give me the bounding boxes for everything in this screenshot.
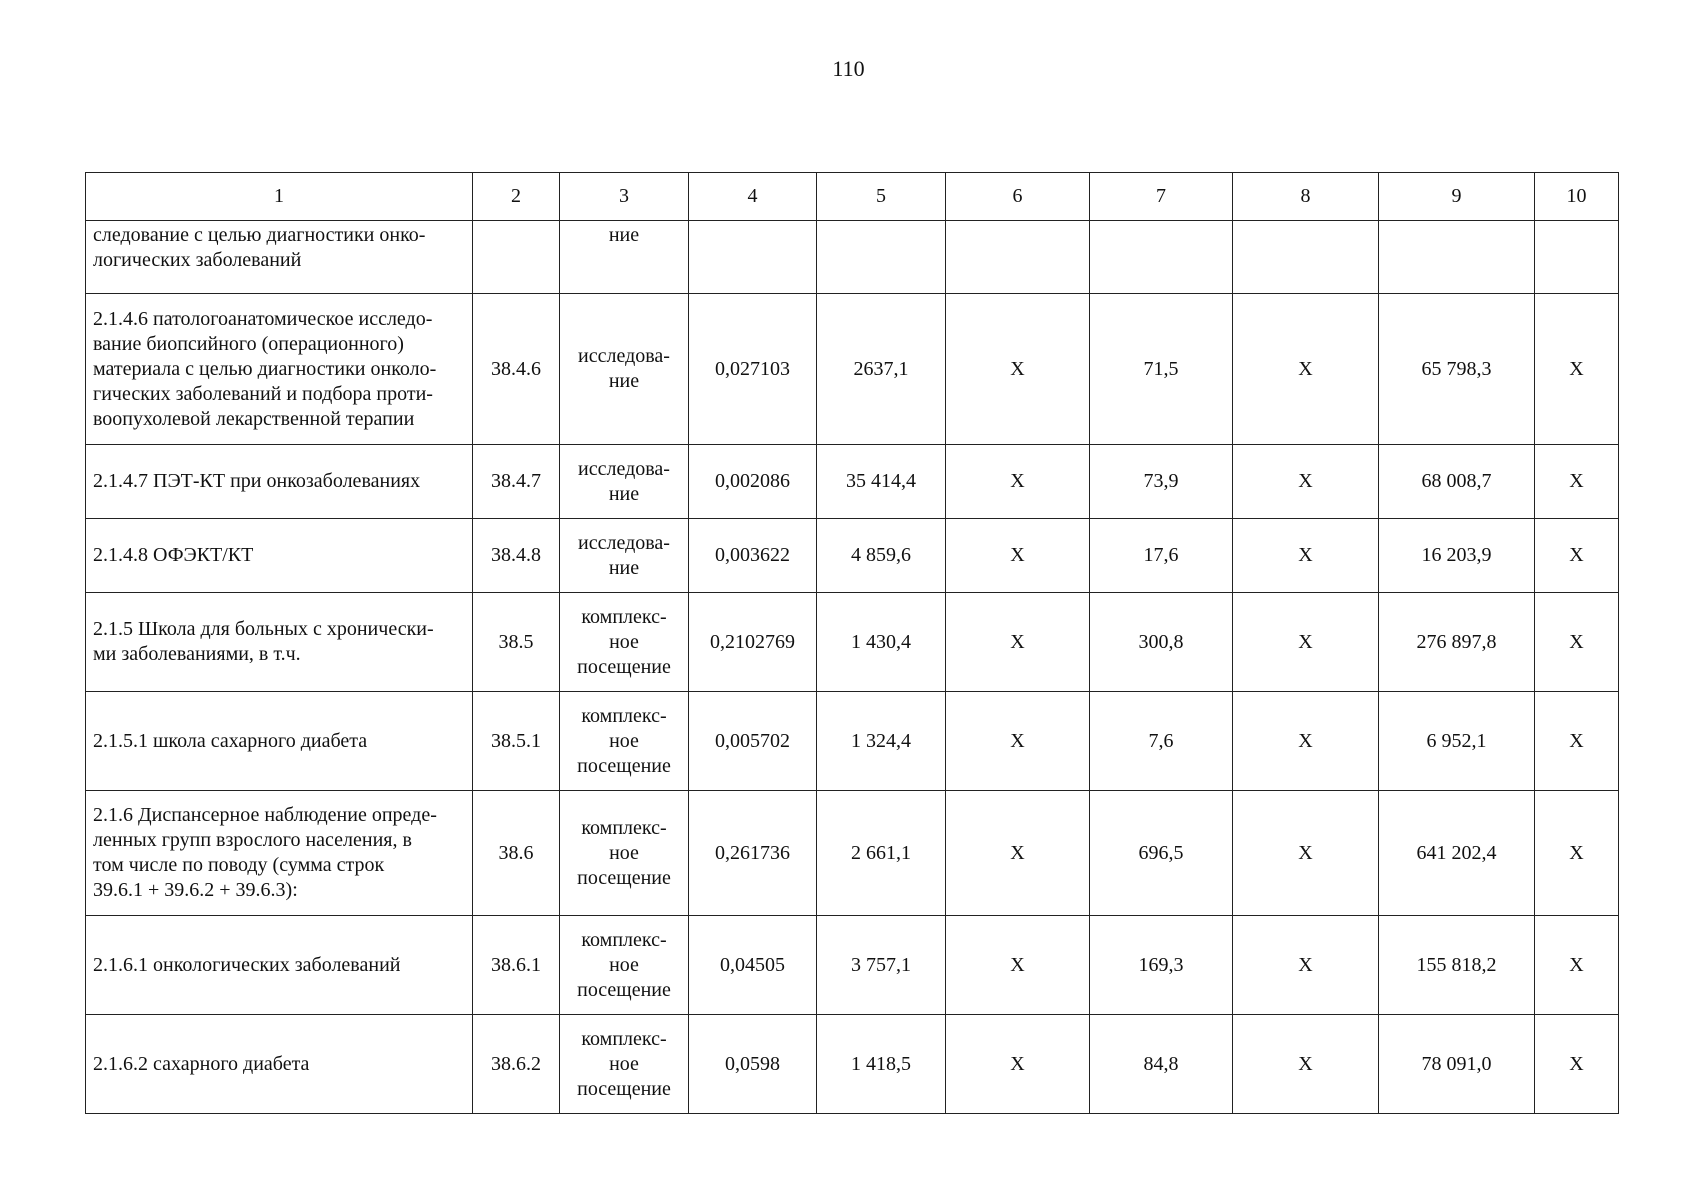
cell-col-5: 35 414,4 <box>817 445 946 519</box>
cell-col-4: 0,002086 <box>689 445 817 519</box>
cell-col-7: 696,5 <box>1090 791 1233 916</box>
cell-unit <box>560 445 689 519</box>
table-row <box>86 692 1619 791</box>
cell-col-8: X <box>1233 1015 1379 1114</box>
header-row <box>86 173 1619 221</box>
cell-unit <box>560 593 689 692</box>
cell-unit-line: исследова- <box>578 345 670 367</box>
cell-code: 38.4.7 <box>473 445 560 519</box>
cell-name-line: 2.1.5 Школа для больных с хронически- <box>93 618 434 640</box>
cell-unit-line: комплекс- <box>581 1027 667 1050</box>
cell-unit-line: ное <box>609 630 639 653</box>
cell-col-9: 68 008,7 <box>1379 445 1535 519</box>
cell-col-5 <box>817 221 946 294</box>
cell-name-line: материала с целью диагностики онколо- <box>93 357 437 380</box>
cell-col-6: X <box>946 445 1090 519</box>
cell-name <box>86 294 473 445</box>
cell-col-9: 16 203,9 <box>1379 519 1535 593</box>
cell-code <box>473 221 560 294</box>
table-row <box>86 294 1619 445</box>
cell-col-5: 2637,1 <box>817 294 946 445</box>
cell-col-10: X <box>1535 916 1619 1015</box>
cell-col-10: X <box>1535 692 1619 791</box>
cell-name-line: вание биопсийного (операционного) <box>93 332 404 355</box>
cell-name <box>86 445 473 519</box>
cell-unit-line: ние <box>608 224 640 246</box>
cell-name <box>86 221 473 294</box>
cell-col-8: X <box>1233 791 1379 916</box>
cell-col-5: 4 859,6 <box>817 519 946 593</box>
cell-unit-line: исследова- <box>578 531 670 554</box>
cell-col-10: X <box>1535 519 1619 593</box>
cell-name-line: 39.6.1 + 39.6.2 + 39.6.3): <box>93 879 298 901</box>
cell-col-9: 6 952,1 <box>1379 692 1535 791</box>
cell-col-6: X <box>946 916 1090 1015</box>
cell-col-4: 0,005702 <box>689 692 817 791</box>
cell-col-5: 1 418,5 <box>817 1015 946 1114</box>
cell-name-line: 2.1.6.1 онкологических заболеваний <box>93 953 401 976</box>
cell-col-4: 0,2102769 <box>689 593 817 692</box>
table-body <box>86 221 1619 1114</box>
cell-col-4: 0,003622 <box>689 519 817 593</box>
cell-unit-line: ное <box>609 729 639 752</box>
cell-col-8: X <box>1233 519 1379 593</box>
cell-col-7: 17,6 <box>1090 519 1233 593</box>
cell-name-line: ленных групп взрослого населения, в <box>93 829 412 851</box>
column-header-6: 6 <box>946 173 1090 221</box>
cell-name <box>86 593 473 692</box>
table-row <box>86 445 1619 519</box>
cell-unit <box>560 916 689 1015</box>
cell-unit-line: ние <box>608 482 640 505</box>
cell-col-5: 1 430,4 <box>817 593 946 692</box>
column-header-7: 7 <box>1090 173 1233 221</box>
cell-col-7: 7,6 <box>1090 692 1233 791</box>
cell-col-10: X <box>1535 1015 1619 1114</box>
cell-name-line: 2.1.4.7 ПЭТ-КТ при онкозаболеваниях <box>93 470 421 492</box>
cell-col-6: X <box>946 791 1090 916</box>
cell-col-9 <box>1379 221 1535 294</box>
cell-col-9: 78 091,0 <box>1379 1015 1535 1114</box>
column-header-5: 5 <box>817 173 946 221</box>
cell-name-line: 2.1.4.8 ОФЭКТ/КТ <box>93 544 254 566</box>
cell-unit-line: исследова- <box>578 457 670 480</box>
cell-col-4 <box>689 221 817 294</box>
cell-col-10: X <box>1535 791 1619 916</box>
column-header-2: 2 <box>473 173 560 221</box>
cell-col-4: 0,04505 <box>689 916 817 1015</box>
cell-col-6: X <box>946 519 1090 593</box>
cell-col-8: X <box>1233 916 1379 1015</box>
cell-name-line: логических заболеваний <box>93 249 302 271</box>
column-header-8: 8 <box>1233 173 1379 221</box>
cell-name-line: гических заболеваний и подбора проти- <box>93 382 433 405</box>
cell-col-7: 169,3 <box>1090 916 1233 1015</box>
cell-unit-line: комплекс- <box>581 605 667 628</box>
cell-unit-line: комплекс- <box>581 704 667 727</box>
cell-col-4: 0,027103 <box>689 294 817 445</box>
cell-unit-line: ное <box>609 841 639 864</box>
cell-unit-line: ное <box>609 953 639 976</box>
data-table <box>85 172 1619 1114</box>
cell-unit <box>560 294 689 445</box>
cell-col-6: X <box>946 692 1090 791</box>
column-header-4: 4 <box>689 173 817 221</box>
cell-col-9: 641 202,4 <box>1379 791 1535 916</box>
cell-col-7 <box>1090 221 1233 294</box>
cell-unit-line: ние <box>608 370 640 392</box>
cell-name <box>86 692 473 791</box>
cell-col-9: 155 818,2 <box>1379 916 1535 1015</box>
page-number: 110 <box>832 56 865 81</box>
cell-code: 38.6.1 <box>473 916 560 1015</box>
table-row <box>86 593 1619 692</box>
table-row <box>86 916 1619 1015</box>
cell-col-9: 65 798,3 <box>1379 294 1535 445</box>
cell-unit-line: посещение <box>577 978 671 1001</box>
cell-name-line: следование с целью диагностики онко- <box>93 224 426 246</box>
cell-unit-line: комплекс- <box>581 816 667 839</box>
cell-col-10: X <box>1535 294 1619 445</box>
cell-unit-line: посещение <box>577 655 671 678</box>
cell-col-9: 276 897,8 <box>1379 593 1535 692</box>
cell-code: 38.5.1 <box>473 692 560 791</box>
cell-code: 38.4.6 <box>473 294 560 445</box>
cell-name <box>86 519 473 593</box>
cell-unit <box>560 221 689 294</box>
cell-col-10: X <box>1535 593 1619 692</box>
cell-col-4: 0,0598 <box>689 1015 817 1114</box>
cell-name-line: 2.1.5.1 школа сахарного диабета <box>93 729 368 752</box>
table-row <box>86 791 1619 916</box>
cell-code: 38.6.2 <box>473 1015 560 1114</box>
column-header-9: 9 <box>1379 173 1535 221</box>
cell-code: 38.6 <box>473 791 560 916</box>
cell-code: 38.4.8 <box>473 519 560 593</box>
cell-col-5: 3 757,1 <box>817 916 946 1015</box>
cell-name-line: воопухолевой лекарственной терапии <box>93 407 415 430</box>
cell-name-line: 2.1.6.2 сахарного диабета <box>93 1052 310 1075</box>
cell-col-5: 2 661,1 <box>817 791 946 916</box>
cell-name-line: ми заболеваниями, в т.ч. <box>93 643 301 665</box>
cell-unit <box>560 1015 689 1114</box>
cell-col-8: X <box>1233 445 1379 519</box>
cell-unit-line: ние <box>608 556 640 579</box>
cell-unit <box>560 692 689 791</box>
cell-col-4: 0,261736 <box>689 791 817 916</box>
column-header-1: 1 <box>86 173 473 221</box>
cell-col-8 <box>1233 221 1379 294</box>
cell-code: 38.5 <box>473 593 560 692</box>
cell-col-7: 73,9 <box>1090 445 1233 519</box>
cell-col-8: X <box>1233 593 1379 692</box>
cell-name <box>86 1015 473 1114</box>
cell-col-10: X <box>1535 445 1619 519</box>
cell-name <box>86 916 473 1015</box>
cell-col-8: X <box>1233 692 1379 791</box>
cell-unit-line: посещение <box>577 866 671 889</box>
cell-col-6: X <box>946 593 1090 692</box>
column-header-10: 10 <box>1535 173 1619 221</box>
cell-col-10 <box>1535 221 1619 294</box>
cell-unit-line: комплекс- <box>581 928 667 951</box>
cell-name-line: том числе по поводу (сумма строк <box>93 854 385 876</box>
table-row <box>86 519 1619 593</box>
table-row <box>86 1015 1619 1114</box>
cell-col-6: X <box>946 294 1090 445</box>
cell-col-6: X <box>946 1015 1090 1114</box>
cell-col-7: 84,8 <box>1090 1015 1233 1114</box>
column-header-3: 3 <box>560 173 689 221</box>
cell-col-8: X <box>1233 294 1379 445</box>
cell-name-line: 2.1.6 Диспансерное наблюдение опреде- <box>93 804 437 826</box>
cell-name <box>86 791 473 916</box>
cell-name-line: 2.1.4.6 патологоанатомическое исследо- <box>93 307 433 330</box>
cell-col-6 <box>946 221 1090 294</box>
cell-unit <box>560 519 689 593</box>
cell-unit-line: посещение <box>577 1077 671 1100</box>
cell-col-5: 1 324,4 <box>817 692 946 791</box>
cell-unit-line: ное <box>609 1052 639 1075</box>
cell-col-7: 300,8 <box>1090 593 1233 692</box>
cell-unit <box>560 791 689 916</box>
table-row <box>86 221 1619 294</box>
cell-col-7: 71,5 <box>1090 294 1233 445</box>
cell-unit-line: посещение <box>577 754 671 777</box>
